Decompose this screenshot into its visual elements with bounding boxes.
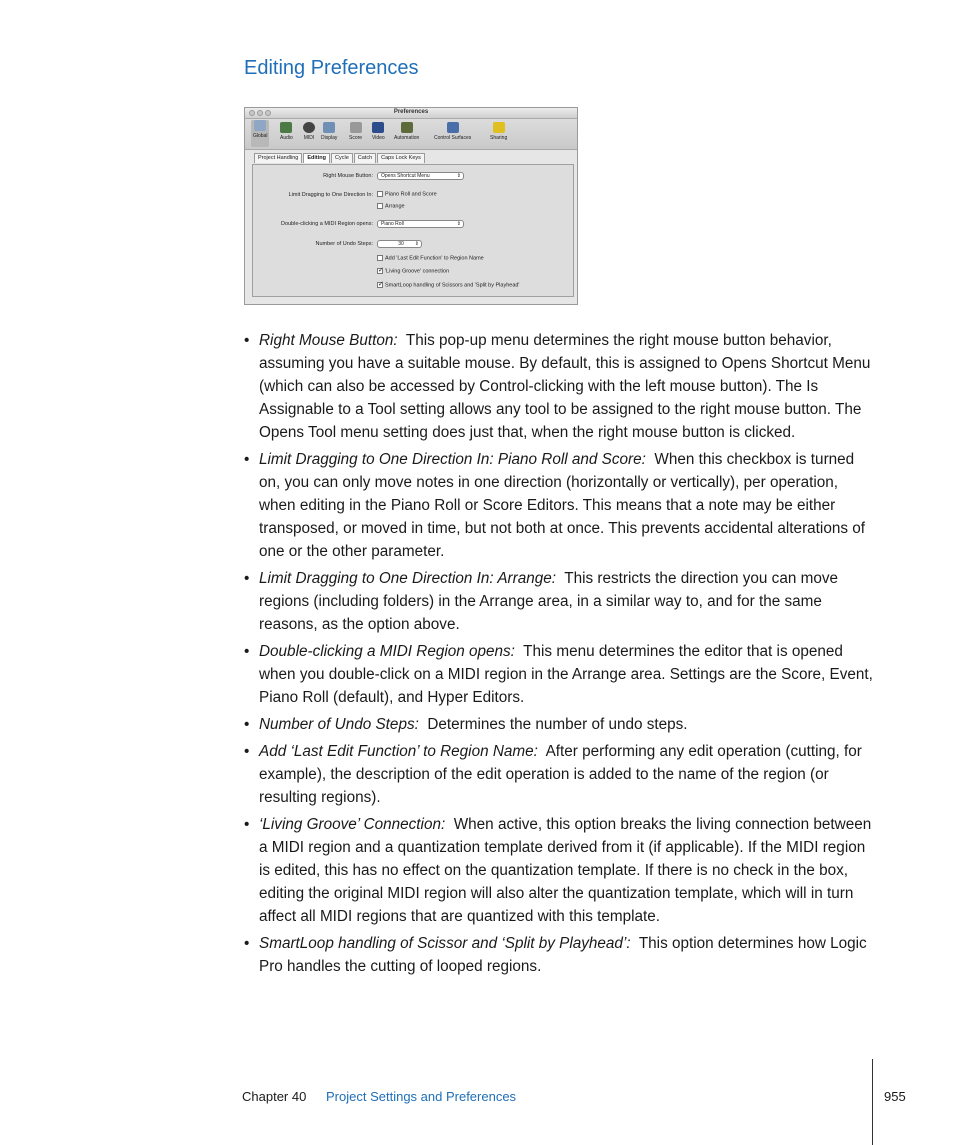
list-item: • Limit Dragging to One Direction In: Arrange: This restricts the direction you can move regions (including folders) in the Arrange area, in a similar way to, and for the same reasons, as the option above. xyxy=(244,570,839,633)
living-groove-checkbox: ✓'Living Groove' connection xyxy=(377,268,449,274)
editing-panel xyxy=(252,164,574,297)
control-surfaces-icon xyxy=(447,122,459,133)
toolbar-audio: Audio xyxy=(280,122,293,141)
sharing-icon xyxy=(493,122,505,133)
prefs-toolbar xyxy=(245,119,577,150)
toolbar-sharing: Sharing xyxy=(490,122,507,141)
toolbar-control-surfaces: Control Surfaces xyxy=(434,122,471,141)
toolbar-score: Score xyxy=(349,122,362,141)
toolbar-midi: MIDI xyxy=(303,122,315,141)
right-mouse-label: Right Mouse Button: xyxy=(323,173,373,179)
display-icon xyxy=(323,122,335,133)
stepper-arrows-icon: ⇕ xyxy=(414,241,419,247)
tab-catch: Catch xyxy=(354,153,376,163)
list-item: • ‘Living Groove’ Connection: When active, this option breaks the living connection between a MIDI region and a quantization template derived from it (if applicable). If the MIDI region is edited, this has no effect on the quantization template. If there is no check in the box, editing the original MIDI region will also alter the quantization template, which will in turn affect all MIDI regions that are quantized with this template. xyxy=(244,816,872,925)
footer-chapter: Chapter 40 xyxy=(242,1089,307,1104)
double-click-label: Double-clicking a MIDI Region opens: xyxy=(280,221,373,227)
list-item: • Number of Undo Steps: Determines the number of undo steps. xyxy=(244,716,688,733)
page-number: 955 xyxy=(884,1089,906,1104)
list-item: • Limit Dragging to One Direction In: Piano Roll and Score: When this checkbox is turned on, you can only move notes in one direction (horizontally or vertically), per operation, when editing in the Piano Roll or Score Editors. This means that a note may be either transposed, or moved in time, but not both at once. This prevents accidental alterations of one or the other parameter. xyxy=(244,451,865,560)
tab-editing: Editing xyxy=(303,153,330,163)
add-last-edit-checkbox: Add 'Last Edit Function' to Region Name xyxy=(377,255,484,261)
toolbar-global: Global xyxy=(251,120,269,147)
video-icon xyxy=(372,122,384,133)
midi-icon xyxy=(303,122,315,133)
list-item: • Right Mouse Button: This pop-up menu determines the right mouse button behavior, assuming you have a suitable mouse. By default, this is assigned to Opens Shortcut Menu (which can also be accessed by Control-clicking with the left mouse button). The Is Assignable to a Tool setting allows any tool to be assigned to the right mouse button. The Opens Tool menu setting does just that, when the right mouse button is clicked. xyxy=(244,332,871,441)
score-icon xyxy=(350,122,362,133)
limit-piano-roll-checkbox: Piano Roll and Score xyxy=(377,191,437,197)
preferences-list xyxy=(244,329,874,982)
footer-section-link[interactable]: Project Settings and Preferences xyxy=(326,1089,517,1104)
right-mouse-popup: Opens Shortcut Menu ⇕ xyxy=(377,172,464,180)
audio-icon xyxy=(280,122,292,133)
footer-divider xyxy=(872,1059,873,1145)
tab-caps-lock-keys: Caps Lock Keys xyxy=(377,153,425,163)
tab-cycle: Cycle xyxy=(331,153,353,163)
page-heading: Editing Preferences xyxy=(244,57,419,79)
limit-dragging-label: Limit Dragging to One Direction In: xyxy=(288,192,373,198)
limit-arrange-checkbox: Arrange xyxy=(377,203,405,209)
undo-steps-label: Number of Undo Steps: xyxy=(315,241,373,247)
toolbar-video: Video xyxy=(372,122,385,141)
list-item: • Add ‘Last Edit Function’ to Region Name: After performing any edit operation (cutting, for example), the description of the edit operation is added to the name of the region (or resulting regions). xyxy=(244,743,862,806)
popup-arrows-icon: ⇕ xyxy=(456,221,461,227)
smartloop-checkbox: ✓SmartLoop handling of Scissors and 'Split by Playhead' xyxy=(377,282,519,288)
list-item: • Double-clicking a MIDI Region opens: This menu determines the editor that is opened when you double-click on a MIDI region in the Arrange area. Settings are the Score, Event, Piano Roll (default), and Hyper Editors. xyxy=(244,643,873,706)
undo-steps-stepper: 30 ⇕ xyxy=(377,240,422,248)
tab-project-handling: Project Handling xyxy=(254,153,302,163)
automation-icon xyxy=(401,122,413,133)
window-title: Preferences xyxy=(393,109,429,115)
global-icon xyxy=(254,120,266,131)
popup-arrows-icon: ⇕ xyxy=(456,173,461,179)
window-titlebar xyxy=(245,108,577,119)
toolbar-display: Display xyxy=(321,122,337,141)
preferences-window-screenshot xyxy=(244,107,578,305)
prefs-tabs xyxy=(254,153,426,163)
list-item: • SmartLoop handling of Scissor and ‘Split by Playhead’: This option determines how Logic Pro handles the cutting of looped regions. xyxy=(244,935,867,975)
toolbar-automation: Automation xyxy=(394,122,419,141)
double-click-popup: Piano Roll ⇕ xyxy=(377,220,464,228)
